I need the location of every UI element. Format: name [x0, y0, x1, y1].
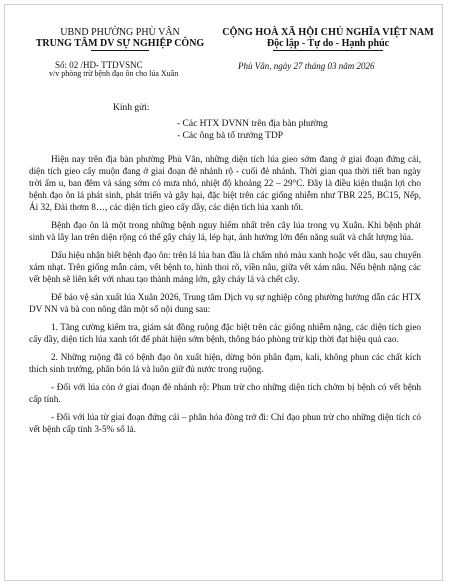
body-paragraph: 1. Tăng cường kiểm tra, giám sát đồng ruộng đặc biệt trên các giống nhiễm nặng, các diện tích gieo cấy dầy, diện tích lúa xanh tốt để phát hiện sớm bệnh, thông báo phòng trừ kịp thời đạt hiệu quả cao.: [29, 322, 421, 344]
recipients-greeting: Kính gửi:: [113, 103, 150, 113]
org-parent-name: UBND PHƯỜNG PHÙ VÂN: [60, 27, 180, 38]
issuing-organization-block: [35, 27, 205, 51]
document-date: Phù Vân, ngày 27 tháng 03 năm 2026: [238, 61, 375, 71]
org-underline: [91, 50, 149, 51]
national-motto-block: [221, 27, 435, 51]
body-paragraph: Hiện nay trên địa bàn phường Phù Vân, những diện tích lúa gieo sớm đang ở giai đoạn đứng cái, diện tích gieo cấy muộn đang ở giai đoạn đẻ nhánh rộ - cuối đẻ nhánh. Thời gian qua thời tiết ban ngày trời ấm u, ban đêm và sáng sớm có mưa nhỏ, nhiệt độ khoảng 22 – 29°C. Đây là điều kiện thuận lợi cho bệnh đạo ôn lá phát sinh, phát triển và gây hại, đặc biệt trên các giống nhiễm như TBR 225, BC15, Nếp, Ái 32, Đài thơm 8…, các diện tích gieo cấy dầy, các diện tích lúa xanh tốt.: [29, 154, 421, 212]
document-page: [4, 4, 443, 581]
body-paragraph: - Đối với lúa từ giai đoạn đứng cái – phân hóa đòng trở đi: Chỉ đạo phun trừ cho những diện tích có vết bệnh cấp tính 3-5% số lá.: [29, 412, 421, 434]
recipients-list: [177, 118, 328, 142]
document-number: Số: 02 /HD- TTDVSNC: [55, 60, 143, 70]
nation-motto: Độc lập - Tự do - Hạnh phúc: [266, 38, 390, 49]
nation-name: CỘNG HOÀ XÃ HỘI CHỦ NGHĨA VIỆT NAM: [222, 27, 434, 38]
document-subject: v/v phòng trừ bệnh đạo ôn cho lúa Xuân: [49, 69, 179, 78]
org-name: TRUNG TÂM DV SỰ NGHIỆP CÔNG: [35, 38, 205, 49]
motto-underline: [273, 50, 383, 51]
document-body: [29, 153, 421, 441]
body-paragraph: Bệnh đạo ôn là một trong những bệnh nguy hiểm nhất trên cây lúa trong vụ Xuân. Khi bệnh phát sinh và lây lan trên diện rộng có thể gây cháy lá, lép hạt, ảnh hưởng lớn đến năng suất và chất lượng lúa.: [29, 220, 421, 242]
recipient-item: - Các ông bà tổ trưởng TDP: [177, 131, 284, 141]
body-paragraph: - Đối với lúa còn ở giai đoạn đẻ nhánh rộ: Phun trừ cho những diện tích chớm bị bệnh có vết bệnh cấp tính.: [29, 382, 421, 404]
recipient-item: - Các HTX DVNN trên địa bàn phường: [177, 119, 328, 129]
body-paragraph: Để bảo vệ sản xuất lúa Xuân 2026, Trung tâm Dịch vụ sự nghiệp công phường hướng dẫn các HTX DV NN và bà con nông dân một số nội dung sau:: [29, 292, 421, 314]
body-paragraph: 2. Những ruộng đã có bệnh đạo ôn xuất hiện, dừng bón phân đạm, kali, không phun các chất kích thích sinh trưởng, phân bón lá và luôn giữ đủ nước trong ruộng.: [29, 352, 421, 374]
body-paragraph: Dấu hiệu nhận biết bệnh đạo ôn: trên lá lúa ban đầu là chấm nhỏ màu xanh hoặc vết dầu, sau chuyển xám nhạt. Trên giống mẫn cảm, vết bệnh to, hình thoi rõ, viền nâu, giữa vết xám nâu. Nếu bệnh nặng các vết bệnh sẽ liên kết với nhau tạo thành mảng lớn, gây cháy lá và chết cây.: [29, 250, 421, 284]
